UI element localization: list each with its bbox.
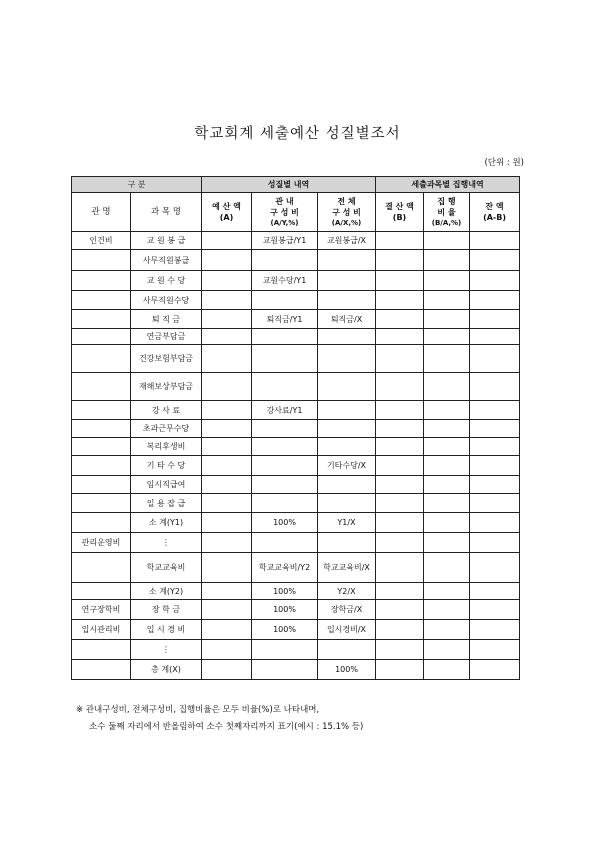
header-settle-l2: (B) (392, 213, 407, 222)
cell-execrate (424, 291, 470, 310)
cell-item: 장 학 금 (131, 600, 202, 620)
cell-gwan (72, 438, 131, 456)
header-balance-l2: (A-B) (483, 213, 506, 222)
cell-total: 장학금/X (318, 600, 376, 620)
cell-settle (376, 232, 424, 250)
cell-budget (202, 600, 252, 620)
cell-ratio (252, 476, 318, 494)
cell-balance (470, 420, 520, 438)
cell-budget (202, 553, 252, 583)
cell-settle (376, 533, 424, 553)
cell-ratio: 학교교육비/Y2 (252, 553, 318, 583)
cell-item: 교 원 봉 급 (131, 232, 202, 250)
cell-balance (470, 620, 520, 640)
cell-ratio: 100% (252, 583, 318, 600)
cell-execrate (424, 310, 470, 329)
cell-execrate (424, 513, 470, 533)
cell-balance (470, 250, 520, 271)
table-row (72, 345, 520, 373)
table-row (72, 640, 520, 660)
header-settle (376, 193, 424, 232)
cell-balance (470, 373, 520, 401)
table-row (72, 456, 520, 476)
cell-settle (376, 620, 424, 640)
cell-budget (202, 345, 252, 373)
cell-settle (376, 438, 424, 456)
cell-total (318, 476, 376, 494)
page-title: 학교회계 세출예산 성질별조서 (194, 126, 401, 142)
cell-settle (376, 640, 424, 660)
cell-total (318, 329, 376, 345)
cell-balance (470, 583, 520, 600)
cell-execrate (424, 329, 470, 345)
cell-ratio (252, 329, 318, 345)
cell-item: ⋮ (131, 640, 202, 660)
cell-item: 강 사 료 (131, 401, 202, 420)
cell-item: 소 계(Y1) (131, 513, 202, 533)
header-execrate (424, 193, 470, 232)
cell-budget (202, 533, 252, 553)
cell-settle (376, 310, 424, 329)
cell-item: 사무직원수당 (131, 291, 202, 310)
cell-item: 일 용 잡 급 (131, 494, 202, 513)
cell-ratio (252, 420, 318, 438)
header-nature-group: 성질별 내역 (202, 177, 376, 193)
cell-settle (376, 291, 424, 310)
cell-item: 학교교육비 (131, 553, 202, 583)
cell-execrate (424, 583, 470, 600)
cell-total (318, 291, 376, 310)
cell-ratio (252, 640, 318, 660)
cell-budget (202, 620, 252, 640)
cell-gwan (72, 456, 131, 476)
header-budget (202, 193, 252, 232)
cell-budget (202, 660, 252, 680)
cell-gwan (72, 250, 131, 271)
cell-gwan (72, 345, 131, 373)
cell-total: 학교교육비/X (318, 553, 376, 583)
cell-total: Y2/X (318, 583, 376, 600)
cell-settle (376, 553, 424, 583)
cell-gwan (72, 640, 131, 660)
cell-balance (470, 329, 520, 345)
header-total (318, 193, 376, 232)
cell-balance (470, 494, 520, 513)
cell-balance (470, 232, 520, 250)
cell-budget (202, 291, 252, 310)
header-execrate-l1: 집 행 (437, 196, 456, 206)
header-settle-l1: 결 산 액 (385, 202, 414, 211)
cell-ratio (252, 438, 318, 456)
cell-settle (376, 456, 424, 476)
cell-execrate (424, 438, 470, 456)
table-row (72, 620, 520, 640)
cell-gwan (72, 553, 131, 583)
cell-gwan: 연구장학비 (72, 600, 131, 620)
cell-settle (376, 476, 424, 494)
cell-total (318, 401, 376, 420)
cell-item: 교 원 수 당 (131, 271, 202, 291)
header-ratio (252, 193, 318, 232)
cell-budget (202, 250, 252, 271)
table-row (72, 660, 520, 680)
table-row (72, 600, 520, 620)
cell-item: 초과근무수당 (131, 420, 202, 438)
cell-budget (202, 640, 252, 660)
cell-settle (376, 345, 424, 373)
cell-total (318, 271, 376, 291)
cell-item: 재해보상부담금 (131, 373, 202, 401)
cell-ratio (252, 494, 318, 513)
cell-budget (202, 329, 252, 345)
cell-gwan (72, 291, 131, 310)
cell-settle (376, 401, 424, 420)
cell-item: 연금부담금 (131, 329, 202, 345)
cell-total (318, 373, 376, 401)
cell-budget (202, 476, 252, 494)
cell-gwan (72, 513, 131, 533)
cell-item: 사무직원봉급 (131, 250, 202, 271)
cell-execrate (424, 660, 470, 680)
cell-total: 100% (318, 660, 376, 680)
cell-ratio: 100% (252, 513, 318, 533)
cell-total: 교원봉급/X (318, 232, 376, 250)
cell-budget (202, 583, 252, 600)
table-row (72, 401, 520, 420)
header-total-l3: (A/X,%) (331, 218, 362, 227)
cell-ratio (252, 660, 318, 680)
cell-settle (376, 660, 424, 680)
table-row (72, 438, 520, 456)
cell-execrate (424, 250, 470, 271)
cell-ratio: 교원봉급/Y1 (252, 232, 318, 250)
cell-execrate (424, 345, 470, 373)
table-row (72, 494, 520, 513)
cell-balance (470, 310, 520, 329)
cell-execrate (424, 401, 470, 420)
cell-item: ⋮ (131, 533, 202, 553)
cell-item: 건강보험부담금 (131, 345, 202, 373)
cell-settle (376, 420, 424, 438)
cell-balance (470, 345, 520, 373)
cell-balance (470, 456, 520, 476)
header-balance-l1: 잔 액 (485, 202, 504, 211)
header-gwan: 관 명 (72, 193, 131, 232)
cell-settle (376, 583, 424, 600)
table-row (72, 271, 520, 291)
cell-ratio (252, 373, 318, 401)
cell-total: Y1/X (318, 513, 376, 533)
cell-item: 총 계(X) (131, 660, 202, 680)
unit-label: (단위 : 원) (484, 158, 524, 168)
table-row (72, 373, 520, 401)
table-body (72, 232, 520, 680)
cell-settle (376, 329, 424, 345)
cell-ratio: 강사료/Y1 (252, 401, 318, 420)
header-item: 과 목 명 (131, 193, 202, 232)
note-line-1: ※ 관내구성비, 전체구성비, 집행비율은 모두 비율(%)로 나타내며, (76, 705, 320, 715)
header-total-l2: 구 성 비 (332, 207, 361, 217)
cell-ratio (252, 533, 318, 553)
header-budget-l1: 예 산 액 (212, 202, 241, 211)
cell-ratio: 교원수당/Y1 (252, 271, 318, 291)
cell-gwan (72, 310, 131, 329)
cell-settle (376, 271, 424, 291)
cell-balance (470, 600, 520, 620)
cell-gwan (72, 271, 131, 291)
header-budget-l2: (A) (219, 213, 234, 222)
cell-gwan: 관리운영비 (72, 533, 131, 553)
cell-total: 입시경비/X (318, 620, 376, 640)
cell-item: 임시직급여 (131, 476, 202, 494)
cell-ratio (252, 291, 318, 310)
table-row (72, 232, 520, 250)
cell-budget (202, 513, 252, 533)
cell-balance (470, 438, 520, 456)
header-total-l1: 전 체 (337, 196, 356, 206)
cell-balance (470, 476, 520, 494)
table-row (72, 310, 520, 329)
cell-total: 기타수당/X (318, 456, 376, 476)
cell-ratio (252, 345, 318, 373)
cell-gwan: 인건비 (72, 232, 131, 250)
cell-total (318, 640, 376, 660)
cell-settle (376, 513, 424, 533)
cell-execrate (424, 494, 470, 513)
cell-total (318, 494, 376, 513)
cell-budget (202, 420, 252, 438)
header-ratio-l2: 구 성 비 (270, 207, 299, 217)
cell-execrate (424, 640, 470, 660)
cell-balance (470, 291, 520, 310)
cell-gwan (72, 373, 131, 401)
cell-balance (470, 401, 520, 420)
cell-settle (376, 250, 424, 271)
header-exec-group: 세출과목별 집행내역 (376, 177, 520, 193)
cell-settle (376, 600, 424, 620)
note-line-2: 소수 둘째 자리에서 반올림하여 소수 첫째자리까지 표기(예시 : 15.1% 등) (89, 722, 364, 732)
cell-ratio: 100% (252, 600, 318, 620)
cell-gwan (72, 329, 131, 345)
table-row (72, 329, 520, 345)
budget-table (71, 176, 520, 680)
header-gubun: 구 분 (72, 177, 202, 193)
table-row (72, 420, 520, 438)
cell-total (318, 438, 376, 456)
cell-execrate (424, 600, 470, 620)
cell-execrate (424, 620, 470, 640)
cell-execrate (424, 553, 470, 583)
cell-gwan (72, 583, 131, 600)
cell-item: 입 시 경 비 (131, 620, 202, 640)
cell-gwan (72, 420, 131, 438)
cell-budget (202, 373, 252, 401)
cell-item: 복리후생비 (131, 438, 202, 456)
table-row (72, 476, 520, 494)
cell-budget (202, 438, 252, 456)
header-balance (470, 193, 520, 232)
cell-total: 퇴직금/X (318, 310, 376, 329)
header-ratio-l3: (A/Y,%) (270, 218, 299, 227)
cell-balance (470, 533, 520, 553)
header-ratio-l1: 관 내 (275, 196, 294, 206)
cell-execrate (424, 476, 470, 494)
table-row (72, 291, 520, 310)
cell-balance (470, 640, 520, 660)
cell-ratio (252, 456, 318, 476)
cell-item: 기 타 수 당 (131, 456, 202, 476)
cell-ratio: 100% (252, 620, 318, 640)
cell-execrate (424, 373, 470, 401)
cell-settle (376, 494, 424, 513)
cell-gwan (72, 660, 131, 680)
table-row (72, 553, 520, 583)
cell-budget (202, 494, 252, 513)
cell-ratio: 퇴직금/Y1 (252, 310, 318, 329)
header-execrate-l3: (B/A,%) (431, 218, 462, 227)
cell-execrate (424, 232, 470, 250)
cell-item: 소 계(Y2) (131, 583, 202, 600)
header-execrate-l2: 비 율 (437, 207, 456, 217)
cell-budget (202, 232, 252, 250)
cell-balance (470, 271, 520, 291)
table-row (72, 583, 520, 600)
cell-execrate (424, 456, 470, 476)
cell-execrate (424, 420, 470, 438)
cell-execrate (424, 533, 470, 553)
cell-budget (202, 310, 252, 329)
cell-total (318, 420, 376, 438)
cell-total (318, 250, 376, 271)
cell-total (318, 345, 376, 373)
cell-budget (202, 401, 252, 420)
table-row (72, 533, 520, 553)
table-row (72, 513, 520, 533)
cell-gwan (72, 494, 131, 513)
cell-balance (470, 553, 520, 583)
cell-gwan (72, 401, 131, 420)
cell-execrate (424, 271, 470, 291)
cell-item: 퇴 직 금 (131, 310, 202, 329)
cell-balance (470, 660, 520, 680)
table-row (72, 250, 520, 271)
cell-gwan (72, 476, 131, 494)
cell-gwan: 입시관리비 (72, 620, 131, 640)
cell-budget (202, 271, 252, 291)
cell-balance (470, 513, 520, 533)
cell-ratio (252, 250, 318, 271)
cell-total (318, 533, 376, 553)
cell-budget (202, 456, 252, 476)
cell-settle (376, 373, 424, 401)
